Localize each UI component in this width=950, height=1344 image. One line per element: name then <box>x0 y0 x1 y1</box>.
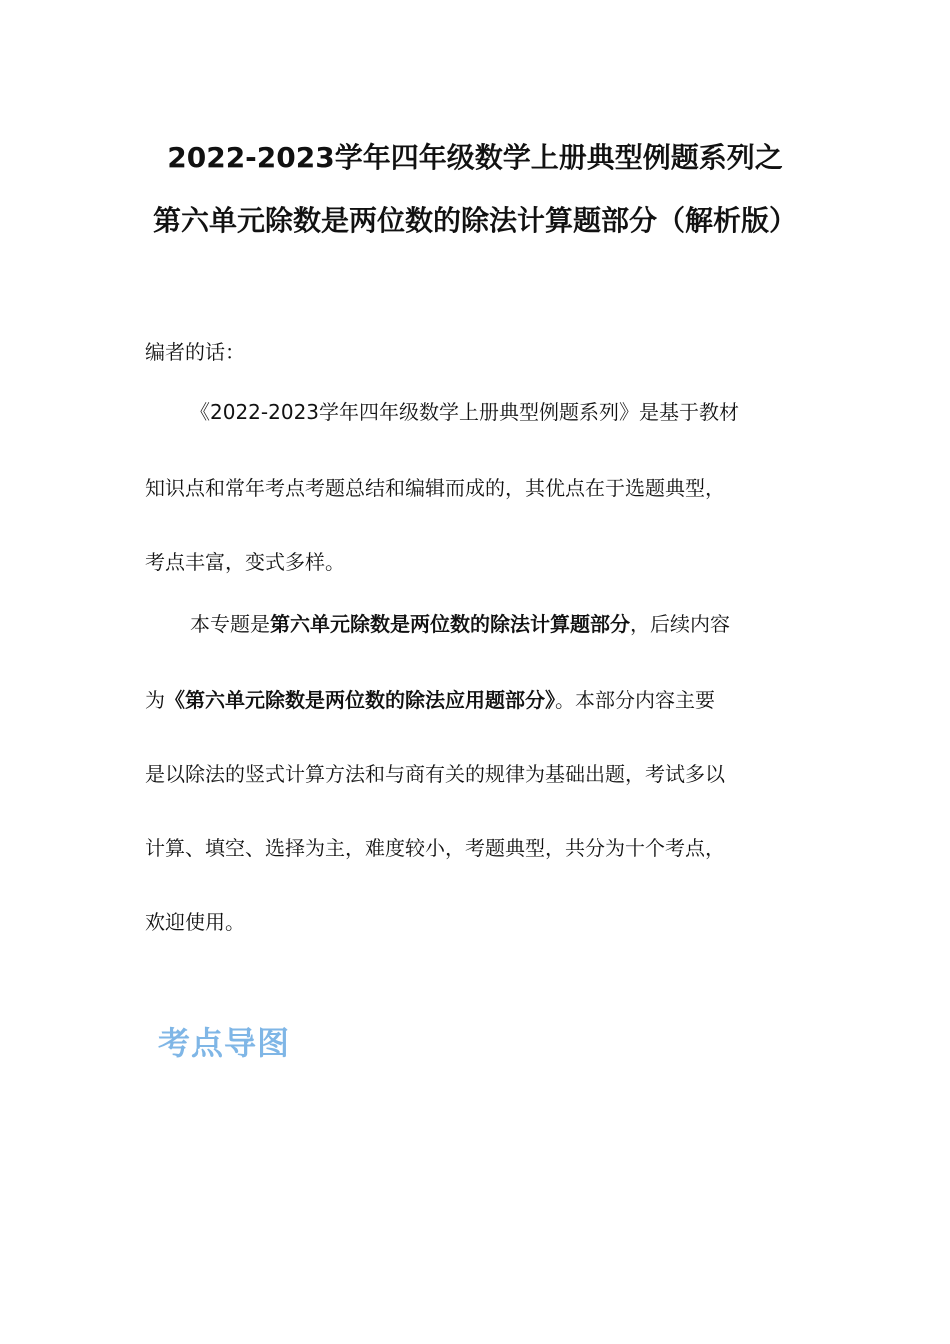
topic-paragraph-line-2 <box>145 686 715 714</box>
topic-line-2-suffix: 。本部分内容主要 <box>555 688 715 712</box>
topic-paragraph-line-3: 是以除法的竖式计算方法和与商有关的规律为基础出题，考试多以 <box>145 762 725 786</box>
topic-line-1-bold: 第六单元除数是两位数的除法计算题部分 <box>270 612 630 636</box>
intro-paragraph-line-3: 考点丰富，变式多样。 <box>145 550 345 574</box>
topic-line-2-bold: 《第六单元除数是两位数的除法应用题部分》 <box>165 688 555 712</box>
topic-line-1-suffix: ，后续内容 <box>630 612 730 636</box>
topic-paragraph-line-4: 计算、填空、选择为主，难度较小，考题典型，共分为十个考点， <box>145 836 725 860</box>
topic-line-1-prefix: 本专题是 <box>190 612 270 636</box>
intro-paragraph-line-2: 知识点和常年考点考题总结和编辑而成的，其优点在于选题典型， <box>145 476 725 500</box>
topic-paragraph-line-1 <box>190 610 730 638</box>
intro-paragraph-line-1: 《2022-2023学年四年级数学上册典型例题系列》是基于教材 <box>190 400 740 424</box>
topic-line-2-prefix: 为 <box>145 688 165 712</box>
document-title-line-2: 第六单元除数是两位数的除法计算题部分（解析版） <box>152 204 797 237</box>
section-heading-mind-map: 考点导图 <box>158 1024 291 1062</box>
document-title-line-1: 2022-2023学年四年级数学上册典型例题系列之 <box>167 141 783 174</box>
editor-note-label: 编者的话： <box>145 340 245 364</box>
topic-paragraph-line-5: 欢迎使用。 <box>145 910 245 934</box>
